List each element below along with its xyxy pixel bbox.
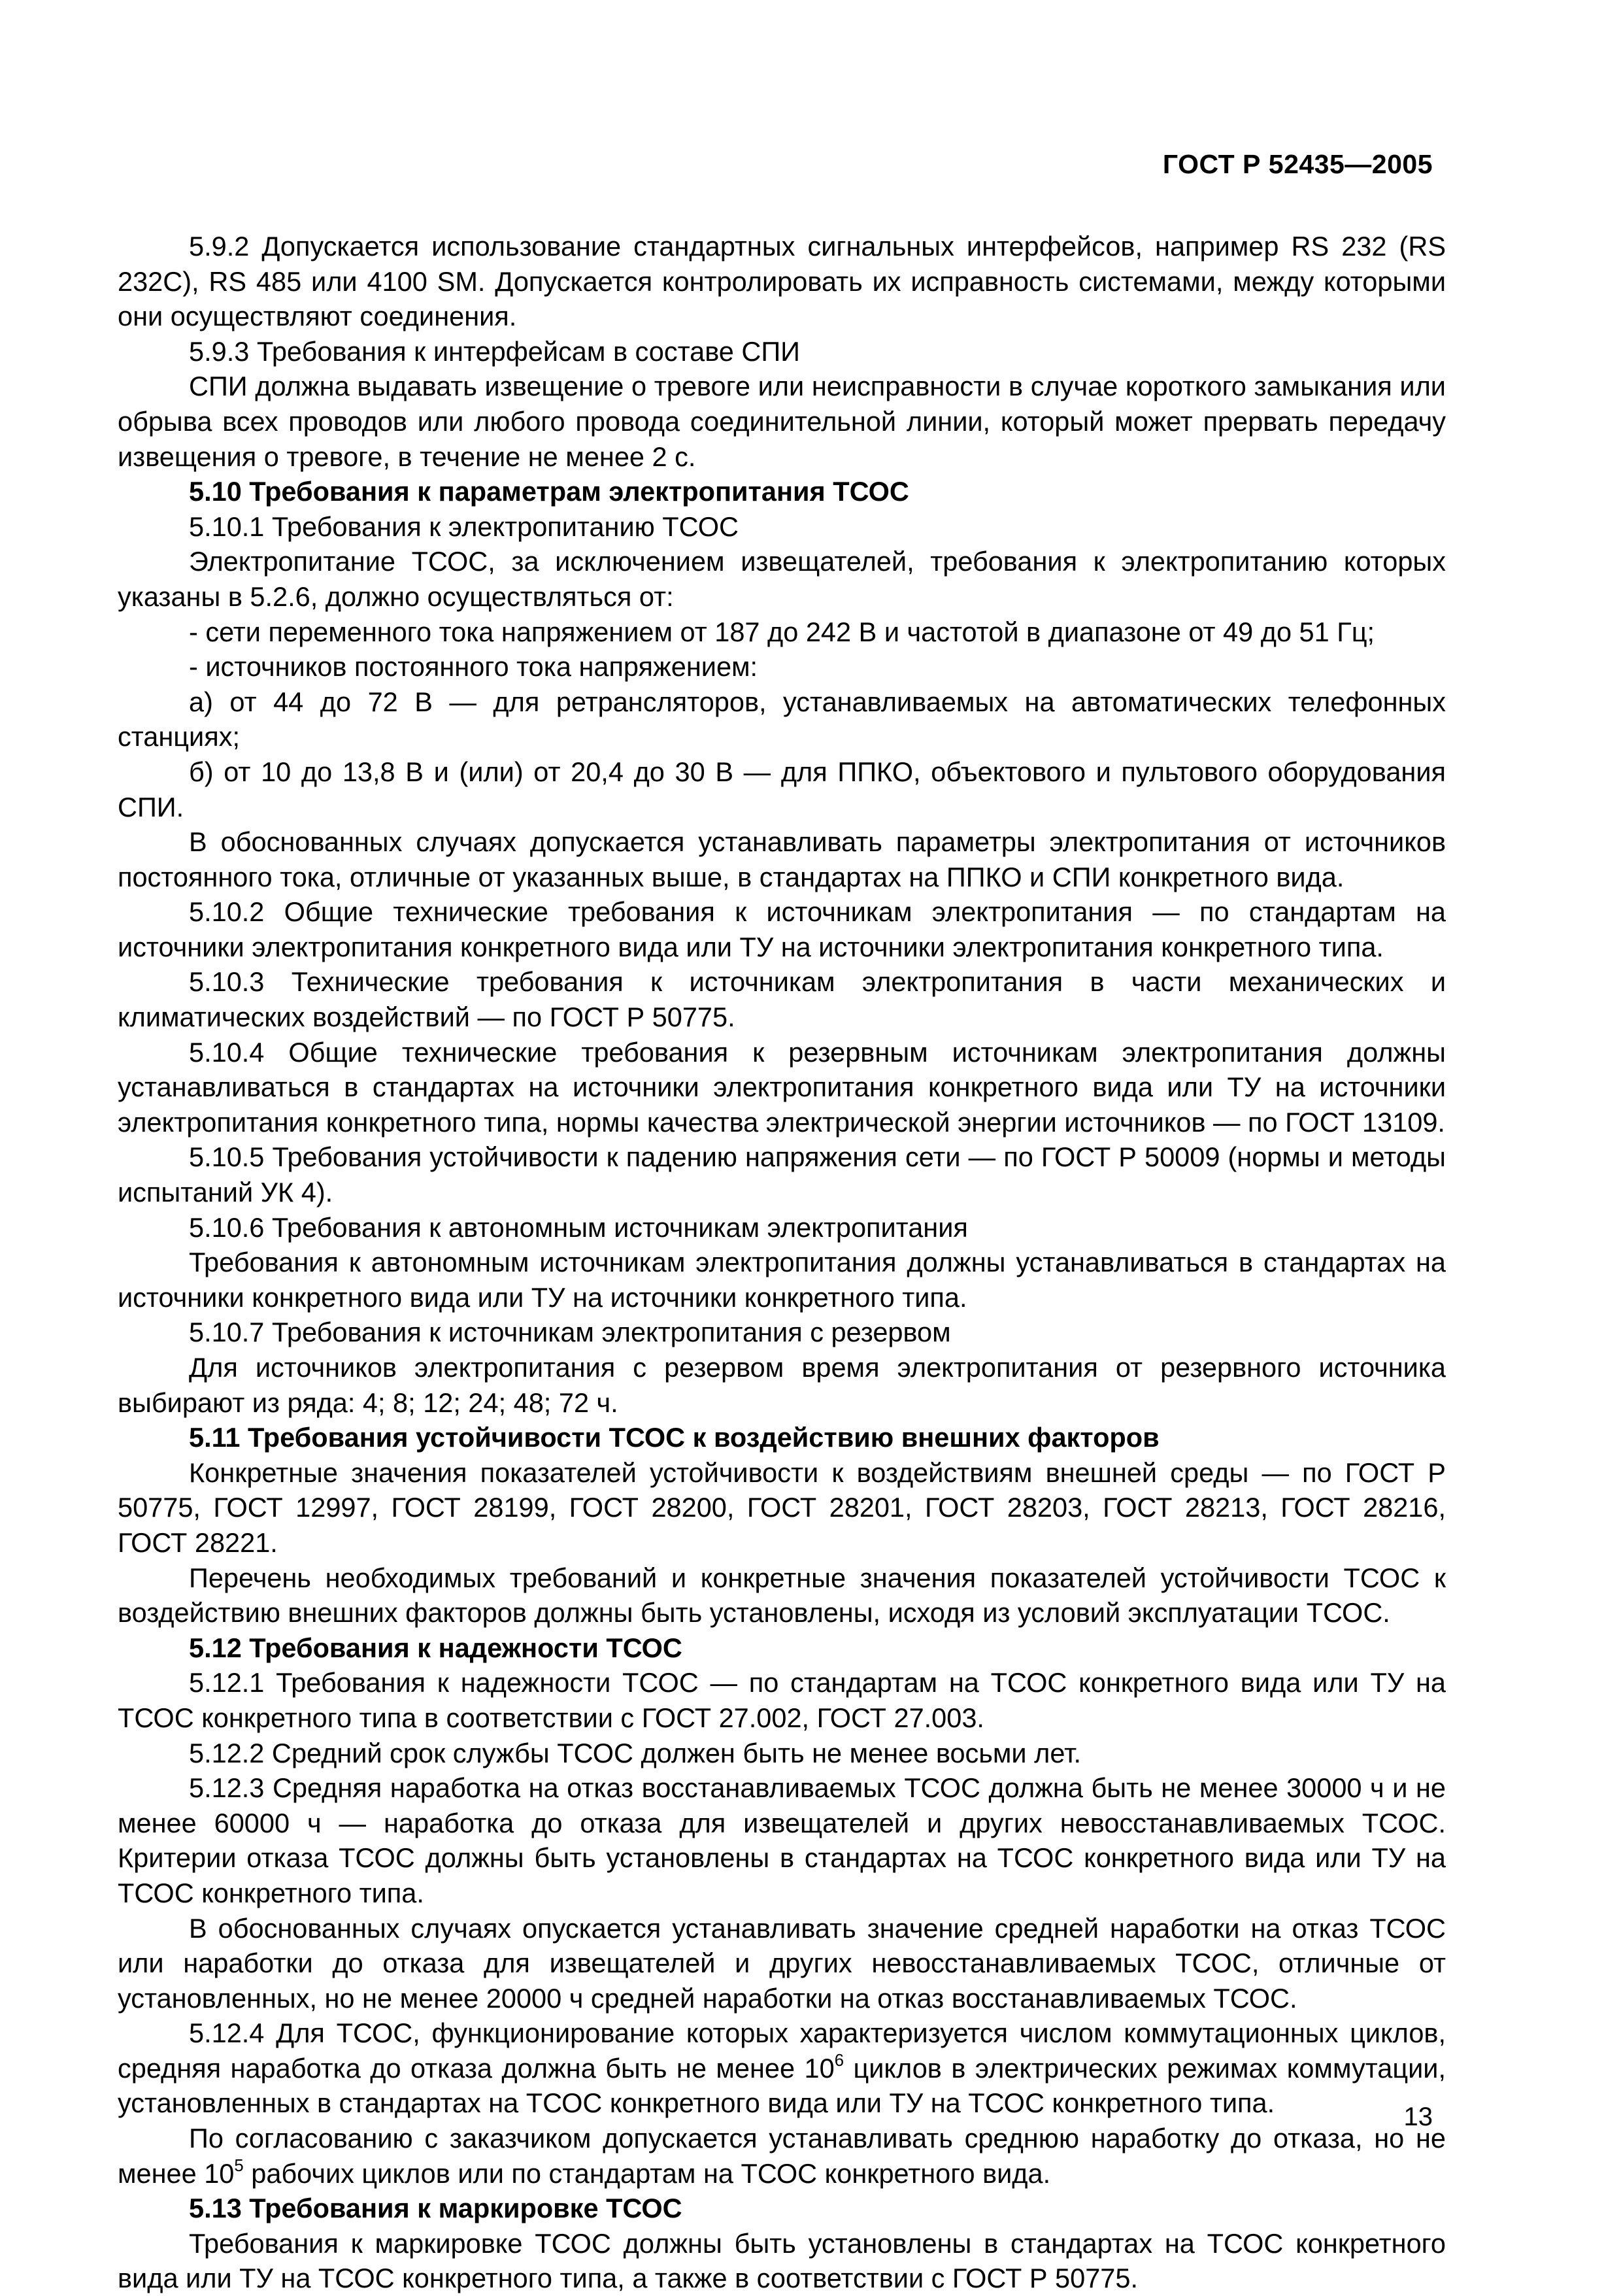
section-heading-5-10: 5.10 Требования к параметрам электропитания ТСОС — [189, 476, 909, 507]
paragraph-5-9-3: 5.9.3 Требования к интерфейсам в составе СПИ — [189, 335, 801, 367]
superscript-exponent: 5 — [234, 2157, 244, 2176]
paragraph-5-12-3: 5.12.3 Средняя наработка на отказ восстанавливаемых ТСОС должна быть не менее 30000 ч и не менее 60000 ч — наработка до отказа для извещателей и других невосстанавливаемых ТСОС. Критерии отказа ТСОС должны быть установлены в стандартах на ТСОС конкретного вида или ТУ на ТСОС конкретного типа. — [118, 1772, 1446, 1908]
paragraph-customer-agreement — [118, 2121, 1446, 2191]
paragraph-5-12-1: 5.12.1 Требования к надежности ТСОС — по стандартам на ТСОС конкретного вида или ТУ на ТСОС конкретного типа в соответствии с ГОСТ 27.002, ГОСТ 27.003. — [118, 1667, 1446, 1733]
paragraph-customer-text: По согласованию с заказчиком допускается устанавливать среднюю наработку до отказа, но не менее 10 — [118, 2123, 1446, 2189]
list-item-ac-network: - сети переменного тока напряжением от 187 до 242 В и частотой в диапазоне от 49 до 51 Гц; — [189, 616, 1375, 647]
paragraph-reserve-time: Для источников электропитания с резервом время электропитания от резервного источника выбирают из ряда: 4; 8; 12; 24; 48; 72 ч. — [118, 1352, 1446, 1418]
section-heading-5-12: 5.12 Требования к надежности ТСОС — [189, 1632, 682, 1663]
paragraph-5-12-4-text-end: циклов в электрических режимах коммутации, установленных в стандартах на ТСОС конкретного вида или ТУ на ТСОС конкретного типа. — [118, 2052, 1446, 2119]
list-item-a: а) от 44 до 72 В — для ретрансляторов, устанавливаемых на автоматических телефонных станциях; — [118, 686, 1446, 752]
paragraph-5-12-4-text: 5.12.4 Для ТСОС, функционирование которых характеризуется числом коммутационных циклов, средняя наработка до отказа должна быть не менее 10 — [118, 2017, 1446, 2084]
paragraph-5-10-4: 5.10.4 Общие технические требования к резервным источникам электропитания должны устанавливаться в стандартах на источники электропитания конкретного вида или ТУ на источники электропитания конкретного типа, нормы качества электрической энергии источников — по ГОСТ 13109. — [118, 1036, 1446, 1138]
section-heading-5-13: 5.13 Требования к маркировке ТСОС — [189, 2193, 682, 2224]
paragraph-spi-alarm: СПИ должна выдавать извещение о тревоге или неисправности в случае короткого замыкания или обрыва всех проводов или любого провода соединительной линии, который может прервать передачу извещения о тревоге, в течение не менее 2 с. — [118, 371, 1446, 472]
section-heading-5-11: 5.11 Требования устойчивости ТСОС к воздействию внешних факторов — [189, 1422, 1160, 1453]
list-item-b: б) от 10 до 13,8 В и (или) от 20,4 до 30 В — для ППКО, объектового и пультового оборудования СПИ. — [118, 756, 1446, 822]
paragraph-justified-mtbf: В обоснованных случаях опускается устанавливать значение средней наработки на отказ ТСОС или наработки до отказа для извещателей и других невосстанавливаемых ТСОС, отличные от установленных, но не менее 20000 ч средней наработки на отказ восстанавливаемых ТСОС. — [118, 1912, 1446, 2014]
paragraph-5-12-4 — [118, 2016, 1446, 2121]
paragraph-autonomous-sources: Требования к автономным источникам электропитания должны устанавливаться в стандартах на источники конкретного вида или ТУ на источники конкретного типа. — [118, 1247, 1446, 1313]
paragraph-5-9-2: 5.9.2 Допускается использование стандартных сигнальных интерфейсов, например RS 232 (RS 232С), RS 485 или 4100 SM. Допускается контролировать их исправность системами, между которыми они осуществляют соединения. — [118, 231, 1446, 332]
paragraph-requirements-list: Перечень необходимых требований и конкретные значения показателей устойчивости ТСОС к воздействию внешних факторов должны быть установлены, исходя из условий эксплуатации ТСОС. — [118, 1562, 1446, 1629]
paragraph-power-supply: Электропитание ТСОС, за исключением извещателей, требования к электропитанию которых указаны в 5.2.6, должно осуществляться от: — [118, 546, 1446, 612]
paragraph-5-10-7: 5.10.7 Требования к источникам электропитания с резервом — [189, 1317, 951, 1348]
list-item-dc-sources: - источников постоянного тока напряжением: — [189, 651, 758, 683]
paragraph-5-12-2: 5.12.2 Средний срок службы ТСОС должен быть не менее восьми лет. — [189, 1737, 1082, 1768]
paragraph-5-10-5: 5.10.5 Требования устойчивости к падению напряжения сети — по ГОСТ Р 50009 (нормы и методы испытаний УК 4). — [118, 1141, 1446, 1208]
superscript-exponent: 6 — [834, 2051, 844, 2070]
document-header-id: ГОСТ Р 52435—2005 — [1162, 149, 1433, 179]
paragraph-5-10-6: 5.10.6 Требования к автономным источникам электропитания — [189, 1211, 968, 1243]
paragraph-environment-values: Конкретные значения показателей устойчивости к воздействиям внешней среды — по ГОСТ Р 50775, ГОСТ 12997, ГОСТ 28199, ГОСТ 28200, ГОСТ 28201, ГОСТ 28203, ГОСТ 28213, ГОСТ 28216, ГОСТ 28221. — [118, 1457, 1446, 1558]
paragraph-marking: Требования к маркировке ТСОС должны быть установлены в стандартах на ТСОС конкретного вида или ТУ на ТСОС конкретного типа, а также в соответствии с ГОСТ Р 50775. — [118, 2227, 1446, 2294]
page-number: 13 — [1403, 2102, 1433, 2131]
paragraph-justified-cases: В обоснованных случаях допускается устанавливать параметры электропитания от источников постоянного тока, отличные от указанных выше, в стандартах на ППКО и СПИ конкретного вида. — [118, 826, 1446, 892]
document-body — [118, 229, 1446, 2296]
paragraph-5-10-3: 5.10.3 Технические требования к источникам электропитания в части механических и климатических воздействий — по ГОСТ Р 50775. — [118, 966, 1446, 1033]
paragraph-5-10-2: 5.10.2 Общие технические требования к источникам электропитания — по стандартам на источники электропитания конкретного вида или ТУ на источники электропитания конкретного типа. — [118, 896, 1446, 962]
paragraph-customer-text-end: рабочих циклов или по стандартам на ТСОС конкретного вида. — [243, 2157, 1051, 2189]
paragraph-5-10-1: 5.10.1 Требования к электропитанию ТСОС — [189, 511, 739, 542]
